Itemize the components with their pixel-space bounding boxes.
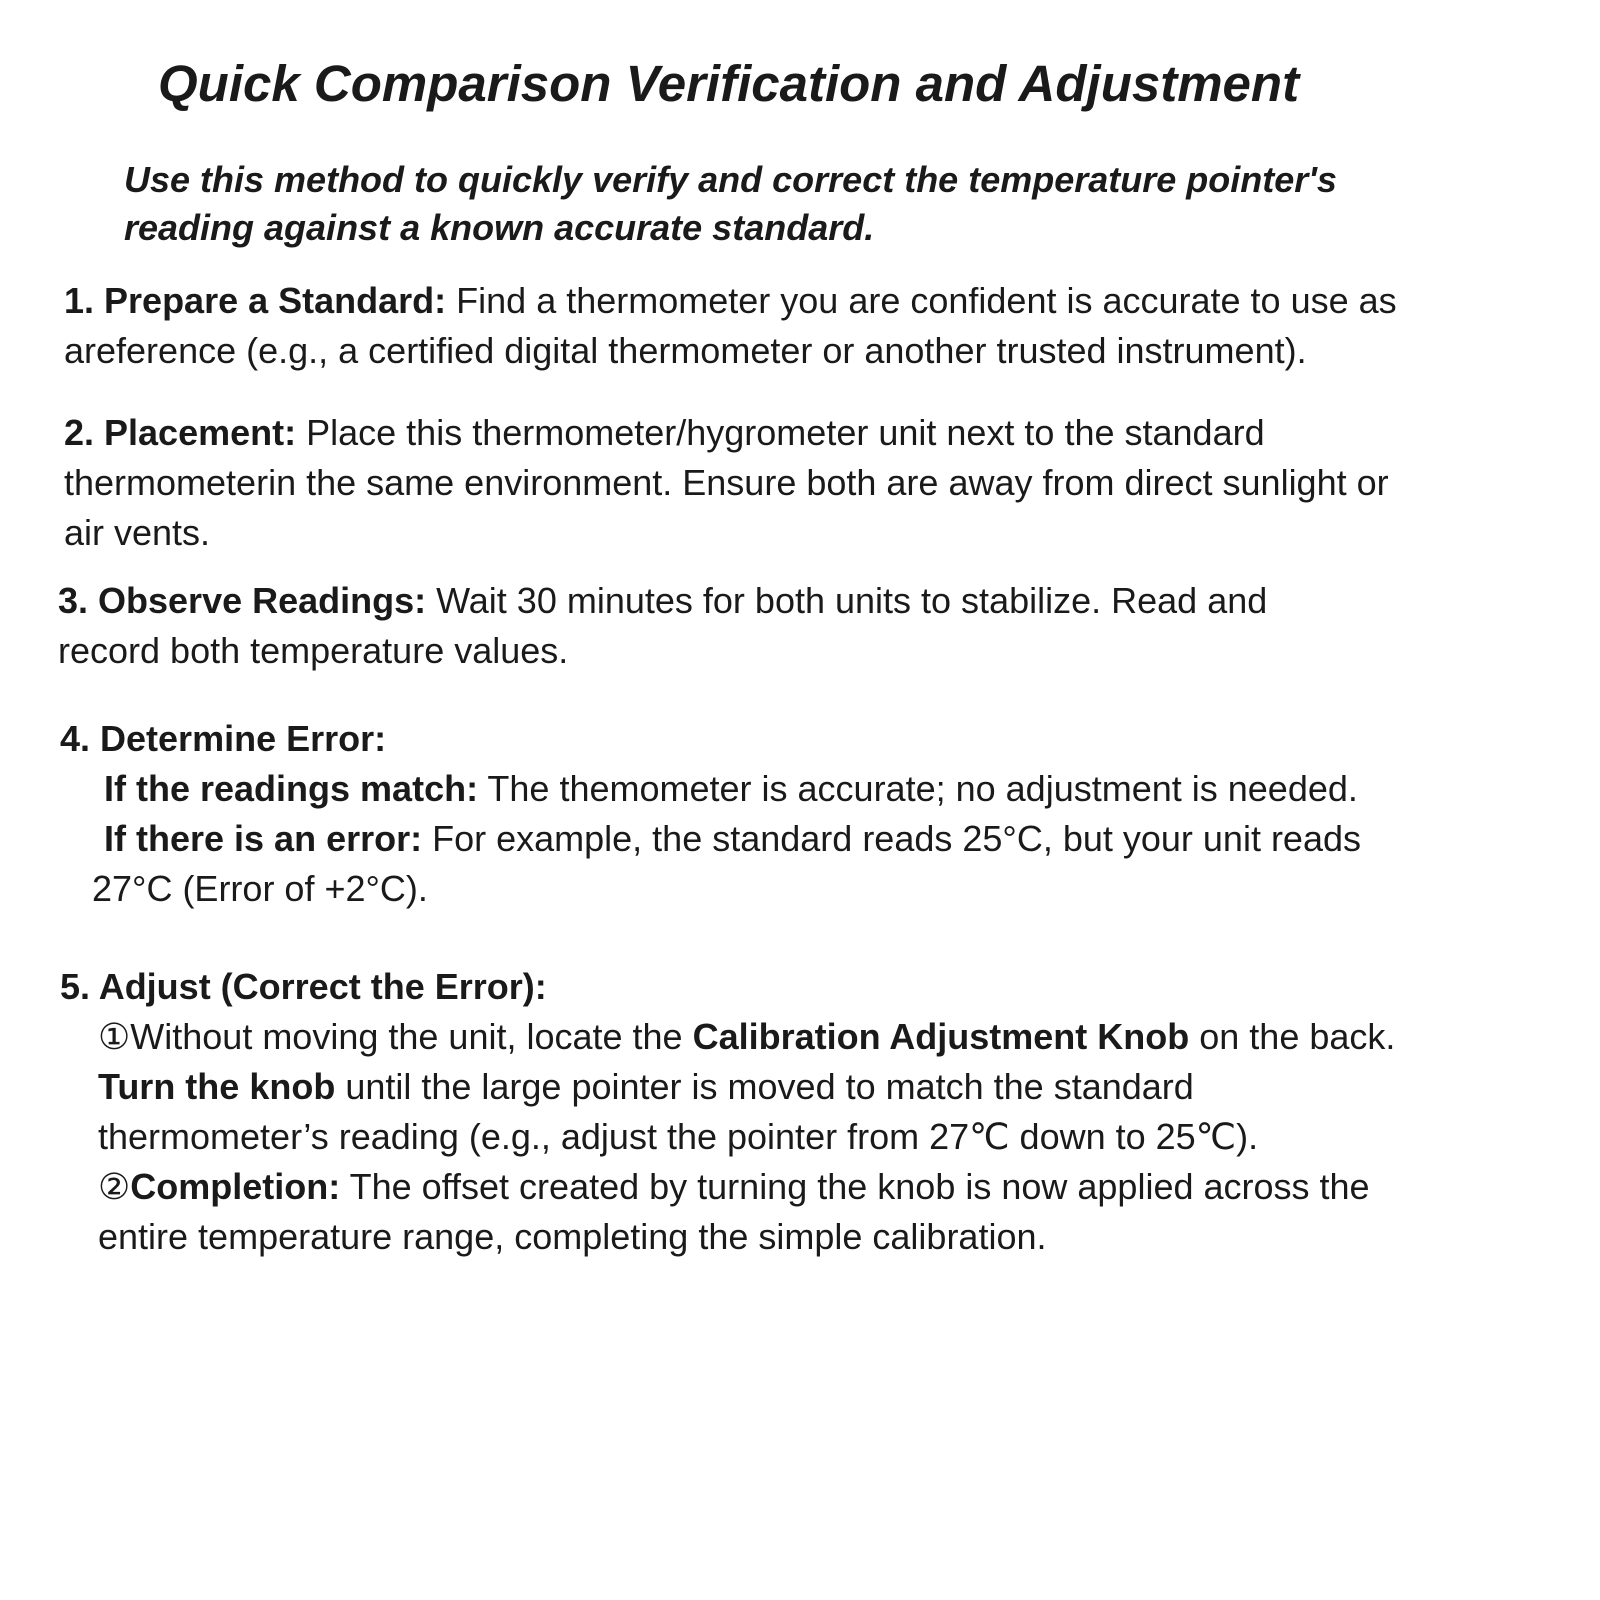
step5-line-3: thermometer’s reading (e.g., adjust the pointer from 27℃ down to 25℃).	[98, 1116, 1259, 1157]
step1-text: Find a thermometer you are confident is accurate to use as	[446, 280, 1397, 321]
step5-line-5: entire temperature range, completing the simple calibration.	[98, 1216, 1047, 1257]
step1-label: 1. Prepare a Standard:	[64, 280, 447, 321]
step4-match-text: The themometer is accurate; no adjustment is needed.	[478, 768, 1358, 809]
step3-label: 3. Observe Readings:	[58, 580, 427, 621]
step5-line-1	[98, 1012, 1395, 1062]
step5-label: 5. Adjust (Correct the Error):	[60, 966, 547, 1007]
step2-line-3: air vents.	[64, 512, 211, 553]
step5-d-bold: Completion:	[130, 1166, 341, 1207]
step5-b-bold: Turn the knob	[98, 1066, 336, 1107]
step5-line-2	[98, 1062, 1194, 1112]
step4-heading	[60, 714, 386, 764]
step4-error-label: If there is an error:	[104, 818, 423, 859]
step2-line-1	[64, 408, 1265, 458]
step4-match-label: If the readings match:	[104, 768, 479, 809]
page-title: Quick Comparison Verification and Adjustment	[158, 55, 1300, 112]
step5-d-prefix: ②	[98, 1166, 131, 1207]
step4-match-line	[104, 764, 1358, 814]
step4-error-text: For example, the standard reads 25°C, but your unit reads	[422, 818, 1361, 859]
step5-heading	[60, 962, 547, 1012]
step5-b-text: until the large pointer is moved to match the standard	[335, 1066, 1194, 1107]
step1-line-2: areference (e.g., a certified digital thermometer or another trusted instrument).	[64, 330, 1307, 371]
step5-a-prefix: ①Without moving the unit, locate the	[98, 1016, 693, 1057]
step5-line-4	[98, 1162, 1370, 1212]
step4-error-line	[104, 814, 1361, 864]
step5-a-bold: Calibration Adjustment Knob	[692, 1016, 1190, 1057]
step4-error-line-2: 27°C (Error of +2°C).	[92, 868, 428, 909]
step2-line-2: thermometerin the same environment. Ensure both are away from direct sunlight or	[64, 462, 1389, 503]
intro-line-1: Use this method to quickly verify and correct the temperature pointer's	[124, 159, 1337, 200]
step1-line-1	[64, 276, 1397, 326]
step5-d-text: The offset created by turning the knob is now applied across the	[340, 1166, 1370, 1207]
step3-line-1	[58, 576, 1267, 626]
step3-line-2: record both temperature values.	[58, 630, 569, 671]
step4-label: 4. Determine Error:	[60, 718, 387, 759]
step5-a-suffix: on the back.	[1189, 1016, 1396, 1057]
step2-text: Place this thermometer/hygrometer unit next to the standard	[296, 412, 1265, 453]
step2-label: 2. Placement:	[64, 412, 297, 453]
step3-text: Wait 30 minutes for both units to stabilize. Read and	[426, 580, 1268, 621]
intro-line-2: reading against a known accurate standard.	[124, 207, 875, 248]
